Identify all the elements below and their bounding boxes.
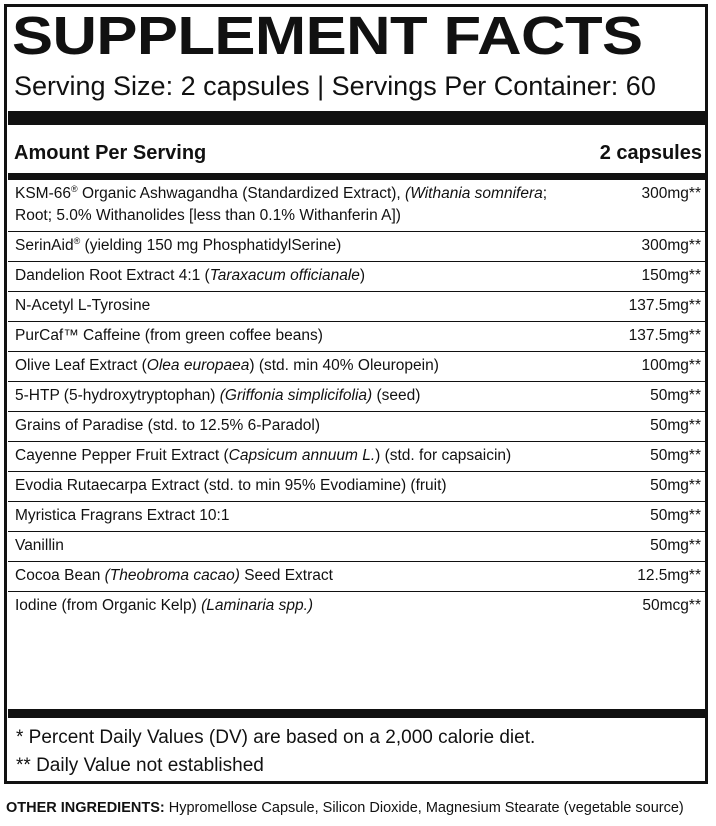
- ingredient-row: [8, 292, 708, 322]
- ingredient-amount: 300mg**: [641, 237, 701, 254]
- ingredient-name-part: (seed): [372, 387, 421, 404]
- ingredient-name-part: Organic Ashwagandha (Standardized Extract),: [77, 185, 406, 202]
- ingredient-name: [15, 265, 365, 287]
- amount-header: [14, 140, 702, 168]
- ingredient-list: [8, 180, 708, 621]
- ingredient-name: [15, 183, 575, 227]
- ingredient-name-part: ): [359, 267, 366, 284]
- ingredient-amount: 50mg**: [650, 417, 701, 434]
- ingredient-amount: 12.5mg**: [637, 567, 701, 584]
- thick-divider: [8, 111, 708, 125]
- ingredient-row: [8, 592, 708, 621]
- ingredient-row: [8, 562, 708, 592]
- not-established-footnote: ** Daily Value not established: [16, 755, 264, 776]
- ingredient-name-part: Olea europaea: [146, 357, 250, 374]
- ingredient-name-part: Iodine (from Organic Kelp): [15, 597, 202, 614]
- ingredient-name-part: (yielding 150 mg PhosphatidylSerine): [80, 237, 342, 254]
- ingredient-name-part: ) (std. min 40% Oleuropein): [249, 357, 439, 374]
- ingredient-name-part: (Griffonia simplicifolia): [219, 387, 373, 404]
- ingredient-name: [15, 235, 341, 257]
- ingredient-row: [8, 502, 708, 532]
- ingredient-amount: 50mg**: [650, 447, 701, 464]
- ingredient-name-part: Grains of Paradise (std. to 12.5% 6-Paradol): [15, 417, 320, 434]
- ingredient-row: [8, 412, 708, 442]
- ingredient-name-part: ; Root; 5.0% Withanolides [less than 0.1% Withanferin A]): [15, 185, 548, 224]
- ingredient-row: [8, 180, 708, 232]
- ingredient-name-part: KSM-66: [15, 185, 71, 202]
- ingredient-name-part: Dandelion Root Extract 4:1 (: [15, 267, 210, 284]
- ingredient-name-part: Evodia Rutaecarpa Extract (std. to min 95% Evodiamine) (fruit): [15, 477, 447, 494]
- ingredient-row: [8, 472, 708, 502]
- ingredient-amount: 50mg**: [650, 507, 701, 524]
- ingredient-name-part: N-Acetyl L-Tyrosine: [15, 297, 151, 314]
- ingredient-name-part: Taraxacum officianale: [209, 267, 360, 284]
- ingredient-name-part: Olive Leaf Extract (: [15, 357, 147, 374]
- ingredient-name-part: SerinAid: [15, 237, 74, 254]
- daily-value-footnote: * Percent Daily Values (DV) are based on a 2,000 calorie diet.: [16, 727, 536, 748]
- ingredient-row: [8, 322, 708, 352]
- ingredient-row: [8, 232, 708, 262]
- ingredient-row: [8, 532, 708, 562]
- amount-per-serving-label: Amount Per Serving: [14, 142, 207, 164]
- ingredient-name-part: ) (std. for capsaicin): [375, 447, 512, 464]
- ingredient-amount: 300mg**: [641, 185, 701, 202]
- ingredient-amount: 50mg**: [650, 387, 701, 404]
- ingredient-name: [15, 565, 333, 587]
- ingredient-amount: 50mcg**: [642, 597, 701, 614]
- ingredient-name: [15, 355, 439, 377]
- ingredient-name: [15, 475, 447, 497]
- ingredient-name: [15, 295, 150, 317]
- ingredient-name-part: 5-HTP (5-hydroxytryptophan): [15, 387, 220, 404]
- ingredient-name-part: ®: [71, 184, 78, 194]
- ingredient-row: [8, 442, 708, 472]
- ingredient-amount: 100mg**: [641, 357, 701, 374]
- ingredient-row: [8, 382, 708, 412]
- ingredient-name-part: Cocoa Bean: [15, 567, 105, 584]
- ingredient-amount: 137.5mg**: [628, 327, 701, 344]
- ingredient-name-part: ®: [73, 236, 81, 246]
- ingredient-name-part: (Theobroma cacao): [104, 567, 240, 584]
- ingredient-name-part: (Withania somnifera: [405, 185, 543, 202]
- ingredient-name-part: Cayenne Pepper Fruit Extract (: [15, 447, 229, 464]
- ingredient-name-part: (Laminaria spp.): [201, 597, 314, 614]
- ingredient-name: [15, 505, 229, 527]
- ingredient-amount: 150mg**: [641, 267, 701, 284]
- ingredient-name: [15, 445, 511, 467]
- panel-title: SUPPLEMENT FACTS: [12, 6, 643, 66]
- ingredient-amount: 50mg**: [650, 477, 701, 494]
- ingredient-name-part: Capsicum annuum L.: [228, 447, 376, 464]
- ingredient-row: [8, 352, 708, 382]
- ingredient-name: [15, 595, 313, 617]
- ingredient-name-part: Seed Extract: [239, 567, 333, 584]
- ingredient-amount: 137.5mg**: [628, 297, 701, 314]
- other-ingredients: [6, 798, 684, 818]
- other-ingredients-label: OTHER INGREDIENTS:: [6, 800, 165, 816]
- ingredient-name-part: Myristica Fragrans Extract 10:1: [15, 507, 230, 524]
- ingredient-name: [15, 385, 420, 407]
- serving-amount-label: 2 capsules: [599, 142, 702, 164]
- ingredient-name: [15, 415, 320, 437]
- ingredient-name-part: PurCaf™ Caffeine (from green coffee beans): [15, 327, 323, 344]
- ingredient-amount: 50mg**: [650, 537, 701, 554]
- medium-divider: [8, 173, 708, 180]
- other-ingredients-text: Hypromellose Capsule, Silicon Dioxide, Magnesium Stearate (vegetable source): [164, 800, 684, 816]
- ingredient-name: [15, 325, 323, 347]
- ingredient-row: [8, 262, 708, 292]
- bottom-divider: [8, 709, 708, 718]
- ingredient-name: [15, 535, 64, 557]
- serving-info: Serving Size: 2 capsules | Servings Per Container: 60: [14, 71, 656, 101]
- ingredient-name-part: Vanillin: [15, 537, 64, 554]
